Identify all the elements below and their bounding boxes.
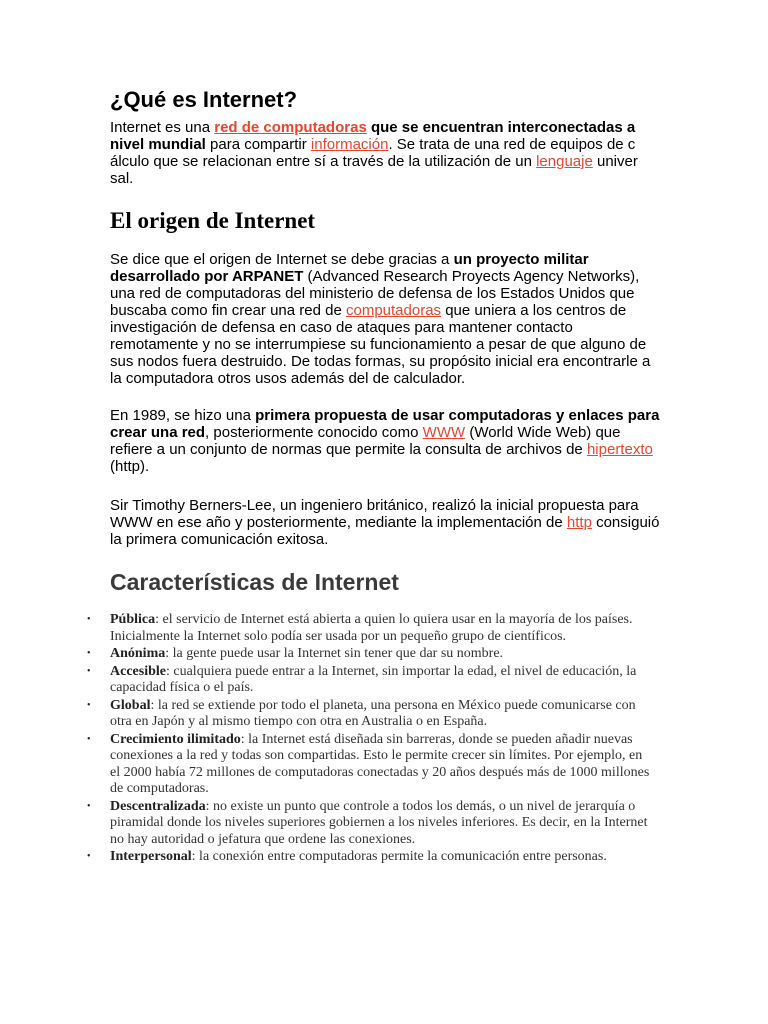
text-run: . Se trata de una red de equipos de c álculo que se relacionan entre sí a través de la utilización de un <box>110 136 636 170</box>
list-item <box>87 731 650 798</box>
feature-term: Pública <box>110 612 156 627</box>
bullet-icon: • <box>87 800 91 812</box>
bullet-icon: • <box>87 733 91 745</box>
feature-term: Accesible <box>110 663 166 679</box>
list-item <box>87 697 650 731</box>
link-http[interactable]: http <box>566 514 592 531</box>
bold-run: un proyecto militar desarrollado por ARPANET <box>110 251 589 285</box>
link-informacion[interactable]: información <box>310 136 389 153</box>
feature-description: : cualquiera puede entrar a la Internet, sin importar la edad, el nivel de educación, la capacidad física o el país. <box>110 663 637 695</box>
feature-description: : la Internet está diseñada sin barreras, donde se pueden añadir nuevas conexiones a la red y todas son compartidas. Esto le permite crecer sin límites. Por ejemplo, en el 2000 había 72 millones de computadoras conectadas y 20 años después más de 1000 millones de computadoras. <box>110 731 650 796</box>
text-run: (http). <box>110 458 150 475</box>
text-run: (World Wide Web) que refiere a un conjunto de normas que permite la consulta de archivos de <box>110 424 621 458</box>
feature-term: Descentralizada <box>110 798 206 814</box>
text-run: Sir Timothy Berners-Lee, un ingeniero británico, realizó la inicial propuesta para WWW en ese año y posteriormente, mediante la implementación de <box>110 497 639 531</box>
text-run: que uniera a los centros de investigación de defensa en caso de ataques para mantener contacto remotamente y no se interrumpiese su funcionamiento a pesar de que alguno de sus nodos fuera destruido. De todas formas, su propósito inicial era encontrarle a la computadora otros usos además del de calculador. <box>110 302 651 387</box>
origin-paragraph <box>110 251 660 387</box>
list-item <box>87 849 650 866</box>
text-run: (Advanced Research Proyects Agency Networks), una red de computadoras del ministerio de defensa de los Estados Unidos que buscaba como fin crear una red de <box>110 268 640 319</box>
page-title: ¿Qué es Internet? <box>110 87 298 112</box>
link-red-de-computadoras[interactable]: red de computadoras <box>214 119 367 136</box>
feature-description: : el servicio de Internet está abierta a quien lo quiera usar en la mayoría de los países. Inicialmente la Internet solo podía ser usada por un pequeño grupo de científicos. <box>110 612 633 644</box>
link-hipertexto[interactable]: hipertexto <box>586 441 653 458</box>
intro-paragraph <box>110 119 660 187</box>
bullet-icon: • <box>87 851 91 862</box>
www-paragraph <box>110 407 660 475</box>
section-heading-origen: El origen de Internet <box>110 208 316 233</box>
features-list <box>87 612 650 867</box>
section-heading-caracteristicas: Características de Internet <box>110 569 399 595</box>
feature-term: Anónima <box>110 646 166 661</box>
feature-description: : la conexión entre computadoras permite la comunicación entre personas. <box>191 849 607 864</box>
berners-lee-paragraph <box>110 497 660 548</box>
text-run: univer sal. <box>110 153 638 187</box>
bold-run: que se encuentran interconectadas a nivel mundial <box>110 119 636 153</box>
feature-description: : la gente puede usar la Internet sin tener que dar su nombre. <box>165 646 504 661</box>
feature-term: Crecimiento ilimitado <box>110 731 241 747</box>
bold-run: primera propuesta de usar computadoras y enlaces para crear una red <box>110 407 660 441</box>
link-lenguaje[interactable]: lenguaje <box>536 153 593 170</box>
link-computadoras[interactable]: computadoras <box>345 302 442 319</box>
list-item <box>87 663 650 697</box>
feature-description: : no existe un punto que controle a todos los demás, o un nivel de jerarquía o piramidal donde los niveles superiores gobiernen a los niveles inferiores. Es decir, en la Internet no hay autoridad o jefatura que ordene las conexiones. <box>110 798 648 847</box>
list-item <box>87 612 650 645</box>
feature-description: : la red se extiende por todo el planeta, una persona en México puede comunicarse con otra en Japón y al mismo tiempo con otra en Australia o en España. <box>110 697 636 729</box>
text-run: , posteriormente conocido como <box>205 424 423 441</box>
bullet-icon: • <box>87 648 91 659</box>
bullet-icon: • <box>87 665 91 677</box>
text-run: Se dice que el origen de Internet se debe gracias a <box>110 251 454 268</box>
text-run: Internet es una <box>110 119 215 136</box>
bullet-icon: • <box>87 699 91 711</box>
bullet-icon: • <box>87 614 91 625</box>
feature-term: Interpersonal <box>110 849 192 864</box>
link-www[interactable]: WWW <box>422 424 466 441</box>
list-item <box>87 798 650 849</box>
text-run: En 1989, se hizo una <box>110 407 256 424</box>
list-item <box>87 646 650 663</box>
text-run: consiguió la primera comunicación exitosa. <box>110 514 660 548</box>
text-run: para compartir <box>205 136 311 153</box>
feature-term: Global <box>110 697 151 713</box>
